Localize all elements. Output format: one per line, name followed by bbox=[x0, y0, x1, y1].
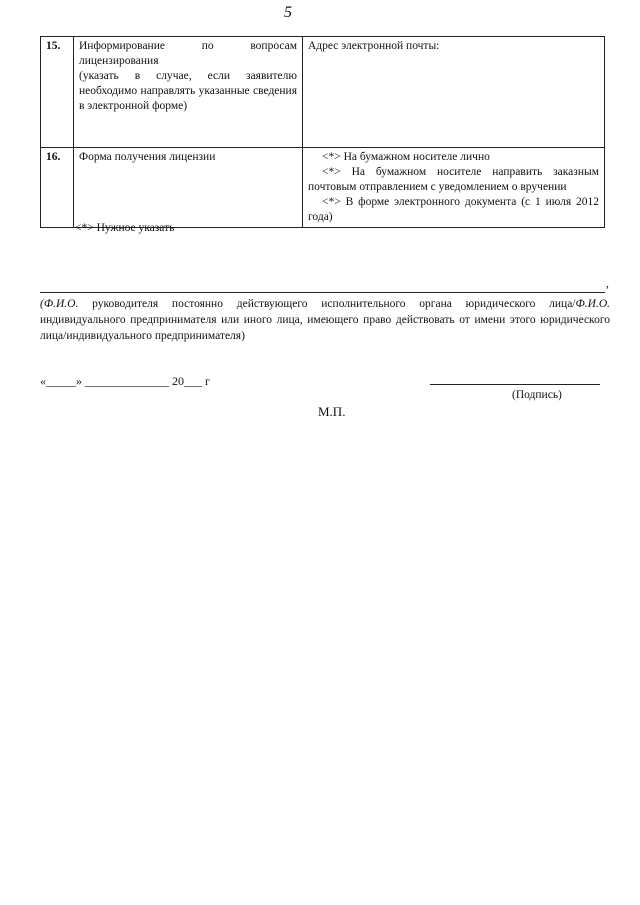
option-electronic[interactable]: <*> В форме электронного документа (с 1 июля 2012 года) bbox=[308, 196, 599, 223]
row-label-line: (указать в случае, если заявителю необходимо направлять указанные сведения в электронной форме) bbox=[79, 70, 297, 112]
option-paper-mail[interactable]: <*> На бумажном носителе направить заказным почтовым отправлением с уведомлением о вручении bbox=[308, 166, 599, 193]
fio-abbr: Ф.И.О. bbox=[575, 298, 610, 310]
row-label bbox=[74, 37, 303, 148]
stamp-place-label: М.П. bbox=[318, 404, 346, 419]
row-label-line: Информирование по вопросам лицензирования bbox=[79, 40, 297, 67]
option-paper-personal[interactable]: <*> На бумажном носителе лично bbox=[322, 151, 490, 163]
signature-comma: , bbox=[606, 278, 609, 290]
signature-label: (Подпись) bbox=[512, 389, 562, 401]
table-row bbox=[41, 37, 605, 148]
row-label bbox=[74, 148, 303, 228]
license-form-options bbox=[303, 148, 605, 228]
fio-signature-line[interactable] bbox=[40, 292, 605, 293]
email-field[interactable]: Адрес электронной почты: bbox=[303, 37, 605, 148]
signature-line[interactable] bbox=[430, 384, 600, 385]
table-row bbox=[41, 148, 605, 228]
row-number: 15. bbox=[41, 37, 74, 148]
row-number: 16. bbox=[41, 148, 74, 228]
fio-abbr: (Ф.И.О. bbox=[40, 298, 79, 310]
fio-caption-text: руководителя постоянно действующего исполнительного органа юридического лица/ bbox=[78, 298, 576, 310]
fio-caption bbox=[40, 296, 610, 344]
license-form-table bbox=[40, 36, 605, 228]
row-label-line: Форма получения лицензии bbox=[79, 151, 216, 163]
page-number-mark: 5 bbox=[284, 4, 292, 21]
footnote: <*> Нужное указать bbox=[75, 222, 175, 234]
fio-caption-text: индивидуального предпринимателя или иного лица, имеющего право действовать от имени этого юридического лица/индивидуального предпринимателя) bbox=[40, 314, 610, 342]
date-line[interactable]: «_____» ______________ 20___ г bbox=[40, 374, 210, 388]
